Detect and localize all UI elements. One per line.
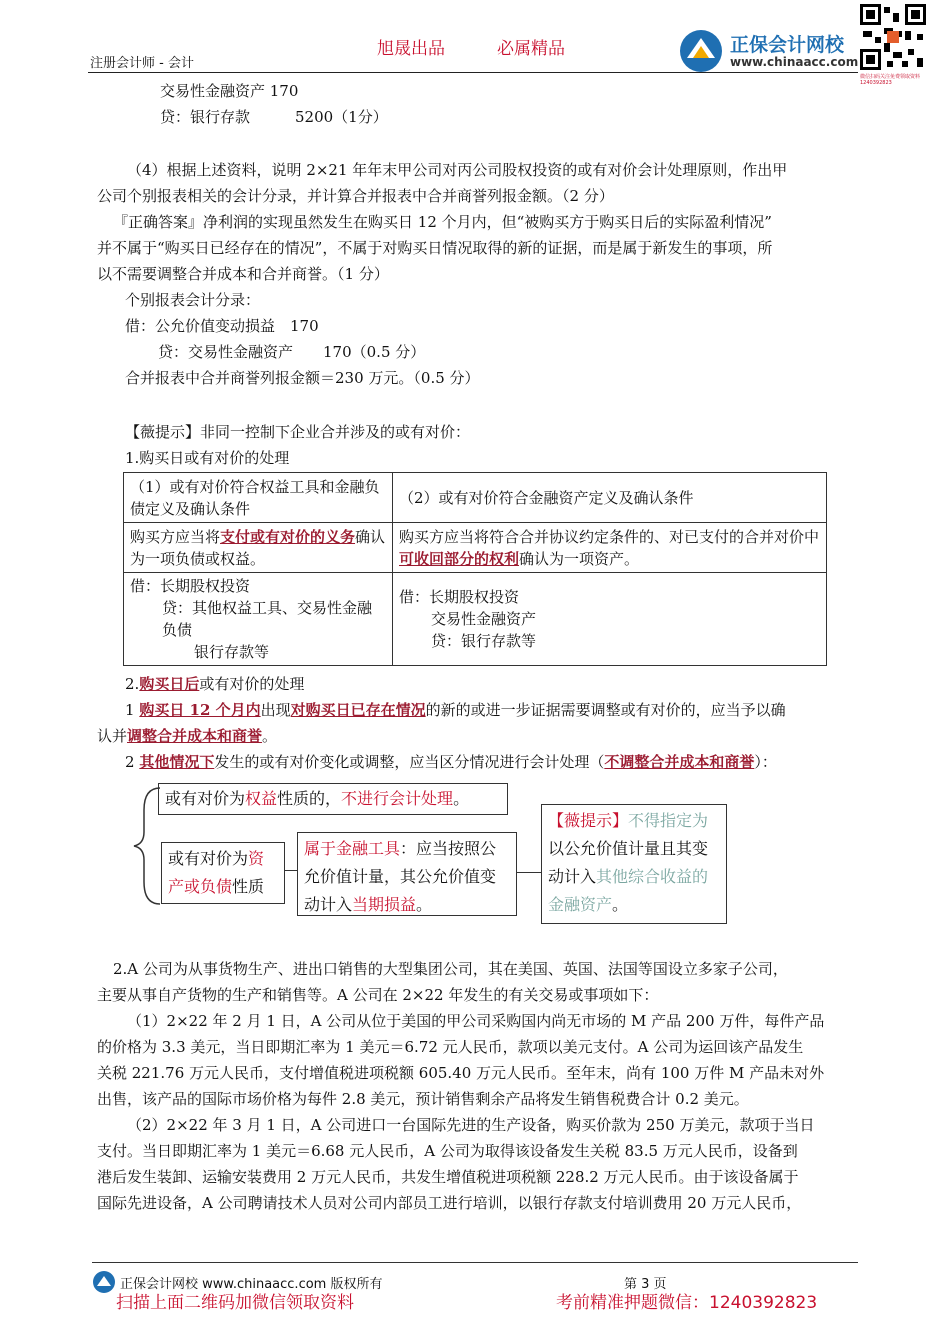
qr-code[interactable] [860,4,926,86]
answer-line-4: 个别报表会计分录： [125,291,261,309]
footer-page-number: 第 3 页 [624,1277,667,1292]
q2-line-8: 支付。当日即期汇率为 1 美元＝6.68 元人民币，A 公司为取得该设备发生关税 83.5 万元人民币，设备到 [97,1142,798,1160]
table-row-1-col-1: 购买方应当将支付或有对价的义务确认为一项负债或权益。 [124,523,393,573]
footer-rule [92,1262,858,1263]
question-4-line-2: 公司个别报表相关的会计分录，并计算合并报表中合并商誉列报金额。（2 分） [97,187,614,205]
rule-2-line: 2 其他情况下发生的或有对价变化或调整，应当区分情况进行会计处理（不调整合并成本和商誉）： [125,753,777,771]
diagram-box-tip: 【薇提示】不得指定为以公允价值计量且其变动计入其他综合收益的金融资产。 [541,804,727,924]
contingent-consideration-table [123,472,827,666]
table-row-2-col-1: 借：长期股权投资 贷：其他权益工具、交易性金融负债 银行存款等 [124,573,393,666]
footer-copyright: 正保会计网校 www.chinaacc.com 版权所有 [120,1277,383,1292]
answer-line-3: 以不需要调整合并成本和合并商誉。（1 分） [97,265,389,283]
rule-1-line-1: 1 购买日 12 个月内出现对购买日已存在情况的新的或进一步证据需要调整或有对价的，应当予以确 [125,701,786,719]
q2-line-7: （2）2×22 年 3 月 1 日，A 公司进口一台国际先进的生产设备，购买价款为 250 万美元，款项于当日 [127,1116,815,1134]
slogan-right: 必属精品 [497,39,565,59]
table-header-1: （1）或有对价符合权益工具和金融负债定义及确认条件 [124,473,393,523]
q2-line-4: 的价格为 3.3 美元，当日即期汇率为 1 美元＝6.72 元人民币，款项以美元支付。A 公司为运回该产品发生 [97,1038,804,1056]
answer-line-7: 合并报表中合并商誉列报金额＝230 万元。（0.5 分） [125,369,480,387]
diagram-connector-1 [285,870,297,871]
footer-logo-icon [92,1270,116,1294]
slogan-left: 旭晟出品 [377,39,445,59]
header-rule [88,72,858,73]
qr-caption-2: 1240392823 [860,80,892,86]
q2-line-3: （1）2×22 年 2 月 1 日，A 公司从位于美国的甲公司采购国内尚无市场的 M 产品 200 万件，每件产品 [127,1012,825,1030]
q2-line-2: 主要从事自产货物的生产和销售等。A 公司在 2×22 年发生的有关交易或事项如下： [97,986,659,1004]
qr-caption-1: 微信扫码关注免费领取资料 [860,74,921,80]
table-header-2: （2）或有对价符合金融资产定义及确认条件 [393,473,827,523]
answer-line-2: 并不属于“购买日已经存在的情况”，不属于对购买日情况取得的新的证据，而是属于新发生的事项，所 [97,239,773,257]
tip-heading: 【薇提示】非同一控制下企业合并涉及的或有对价： [125,423,471,441]
footer-red-left: 扫描上面二维码加微信领取资料 [116,1293,354,1313]
diagram-connector-2 [517,872,541,873]
q2-line-9: 港后发生装卸、运输安装费用 2 万元人民币，共发生增值税进项税额 228.2 万元人民币。由于该设备属于 [97,1168,799,1186]
table-row-2-col-2: 借：长期股权投资 交易性金融资产 贷：银行存款等 [393,573,827,666]
footer-red-right: 考前精准押题微信：1240392823 [556,1293,818,1313]
logo [678,28,858,74]
answer-line-6: 贷：交易性金融资产 170（0.5 分） [158,343,426,361]
logo-url: www.chinaacc.com [730,55,859,69]
logo-icon [678,28,724,74]
table-row-1-col-2: 购买方应当将符合合并协议约定条件的、对已支付的合并对价中可收回部分的权利确认为一项资产。 [393,523,827,573]
qr-code-icon [860,4,926,70]
answer-line-1: 『正确答案』净利润的实现虽然发生在购买日 12 个月内，但“被购买方于购买日后的实际盈利情况” [113,213,772,231]
q2-line-10: 国际先进设备，A 公司聘请技术人员对公司内部员工进行培训，以银行存款支付培训费用 20 万元人民币， [97,1194,802,1212]
q2-line-5: 关税 221.76 万元人民币，支付增值税进项税额 605.40 万元人民币。至年末，尚有 100 万件 M 产品未对外 [97,1064,825,1082]
answer-line-5: 借：公允价值变动损益 170 [125,317,319,335]
diagram-box-financial-instrument: 属于金融工具：应当按照公允价值计量，其公允价值变动计入当期损益。 [297,832,517,916]
diagram-box-equity: 或有对价为权益性质的，不进行会计处理。 [158,783,508,815]
journal-line-1: 交易性金融资产 170 [160,82,299,100]
journal-line-2: 贷：银行存款 5200（1分） [160,108,388,126]
rule-1-line-2: 认并调整合并成本和商誉。 [97,727,278,745]
subject-label: 注册会计师 - 会计 [90,56,194,71]
diagram-box-asset-liability: 或有对价为资产或负债性质 [161,842,285,904]
question-4-line-1: （4）根据上述资料，说明 2×21 年年末甲公司对丙公司股权投资的或有对价会计处理原则，作出甲 [127,161,788,179]
logo-name: 正保会计网校 [730,34,845,56]
q2-line-6: 出售，该产品的国际市场价格为每件 2.8 美元，预计销售剩余产品将发生销售税费合计 0.2 美元。 [97,1090,749,1108]
q2-line-1: 2.A 公司为从事货物生产、进出口销售的大型集团公司，其在美国、英国、法国等国设立多家子公司， [113,960,788,978]
section-2-heading: 2.购买日后或有对价的处理 [125,675,305,693]
tip-subheading: 1.购买日或有对价的处理 [125,449,290,467]
